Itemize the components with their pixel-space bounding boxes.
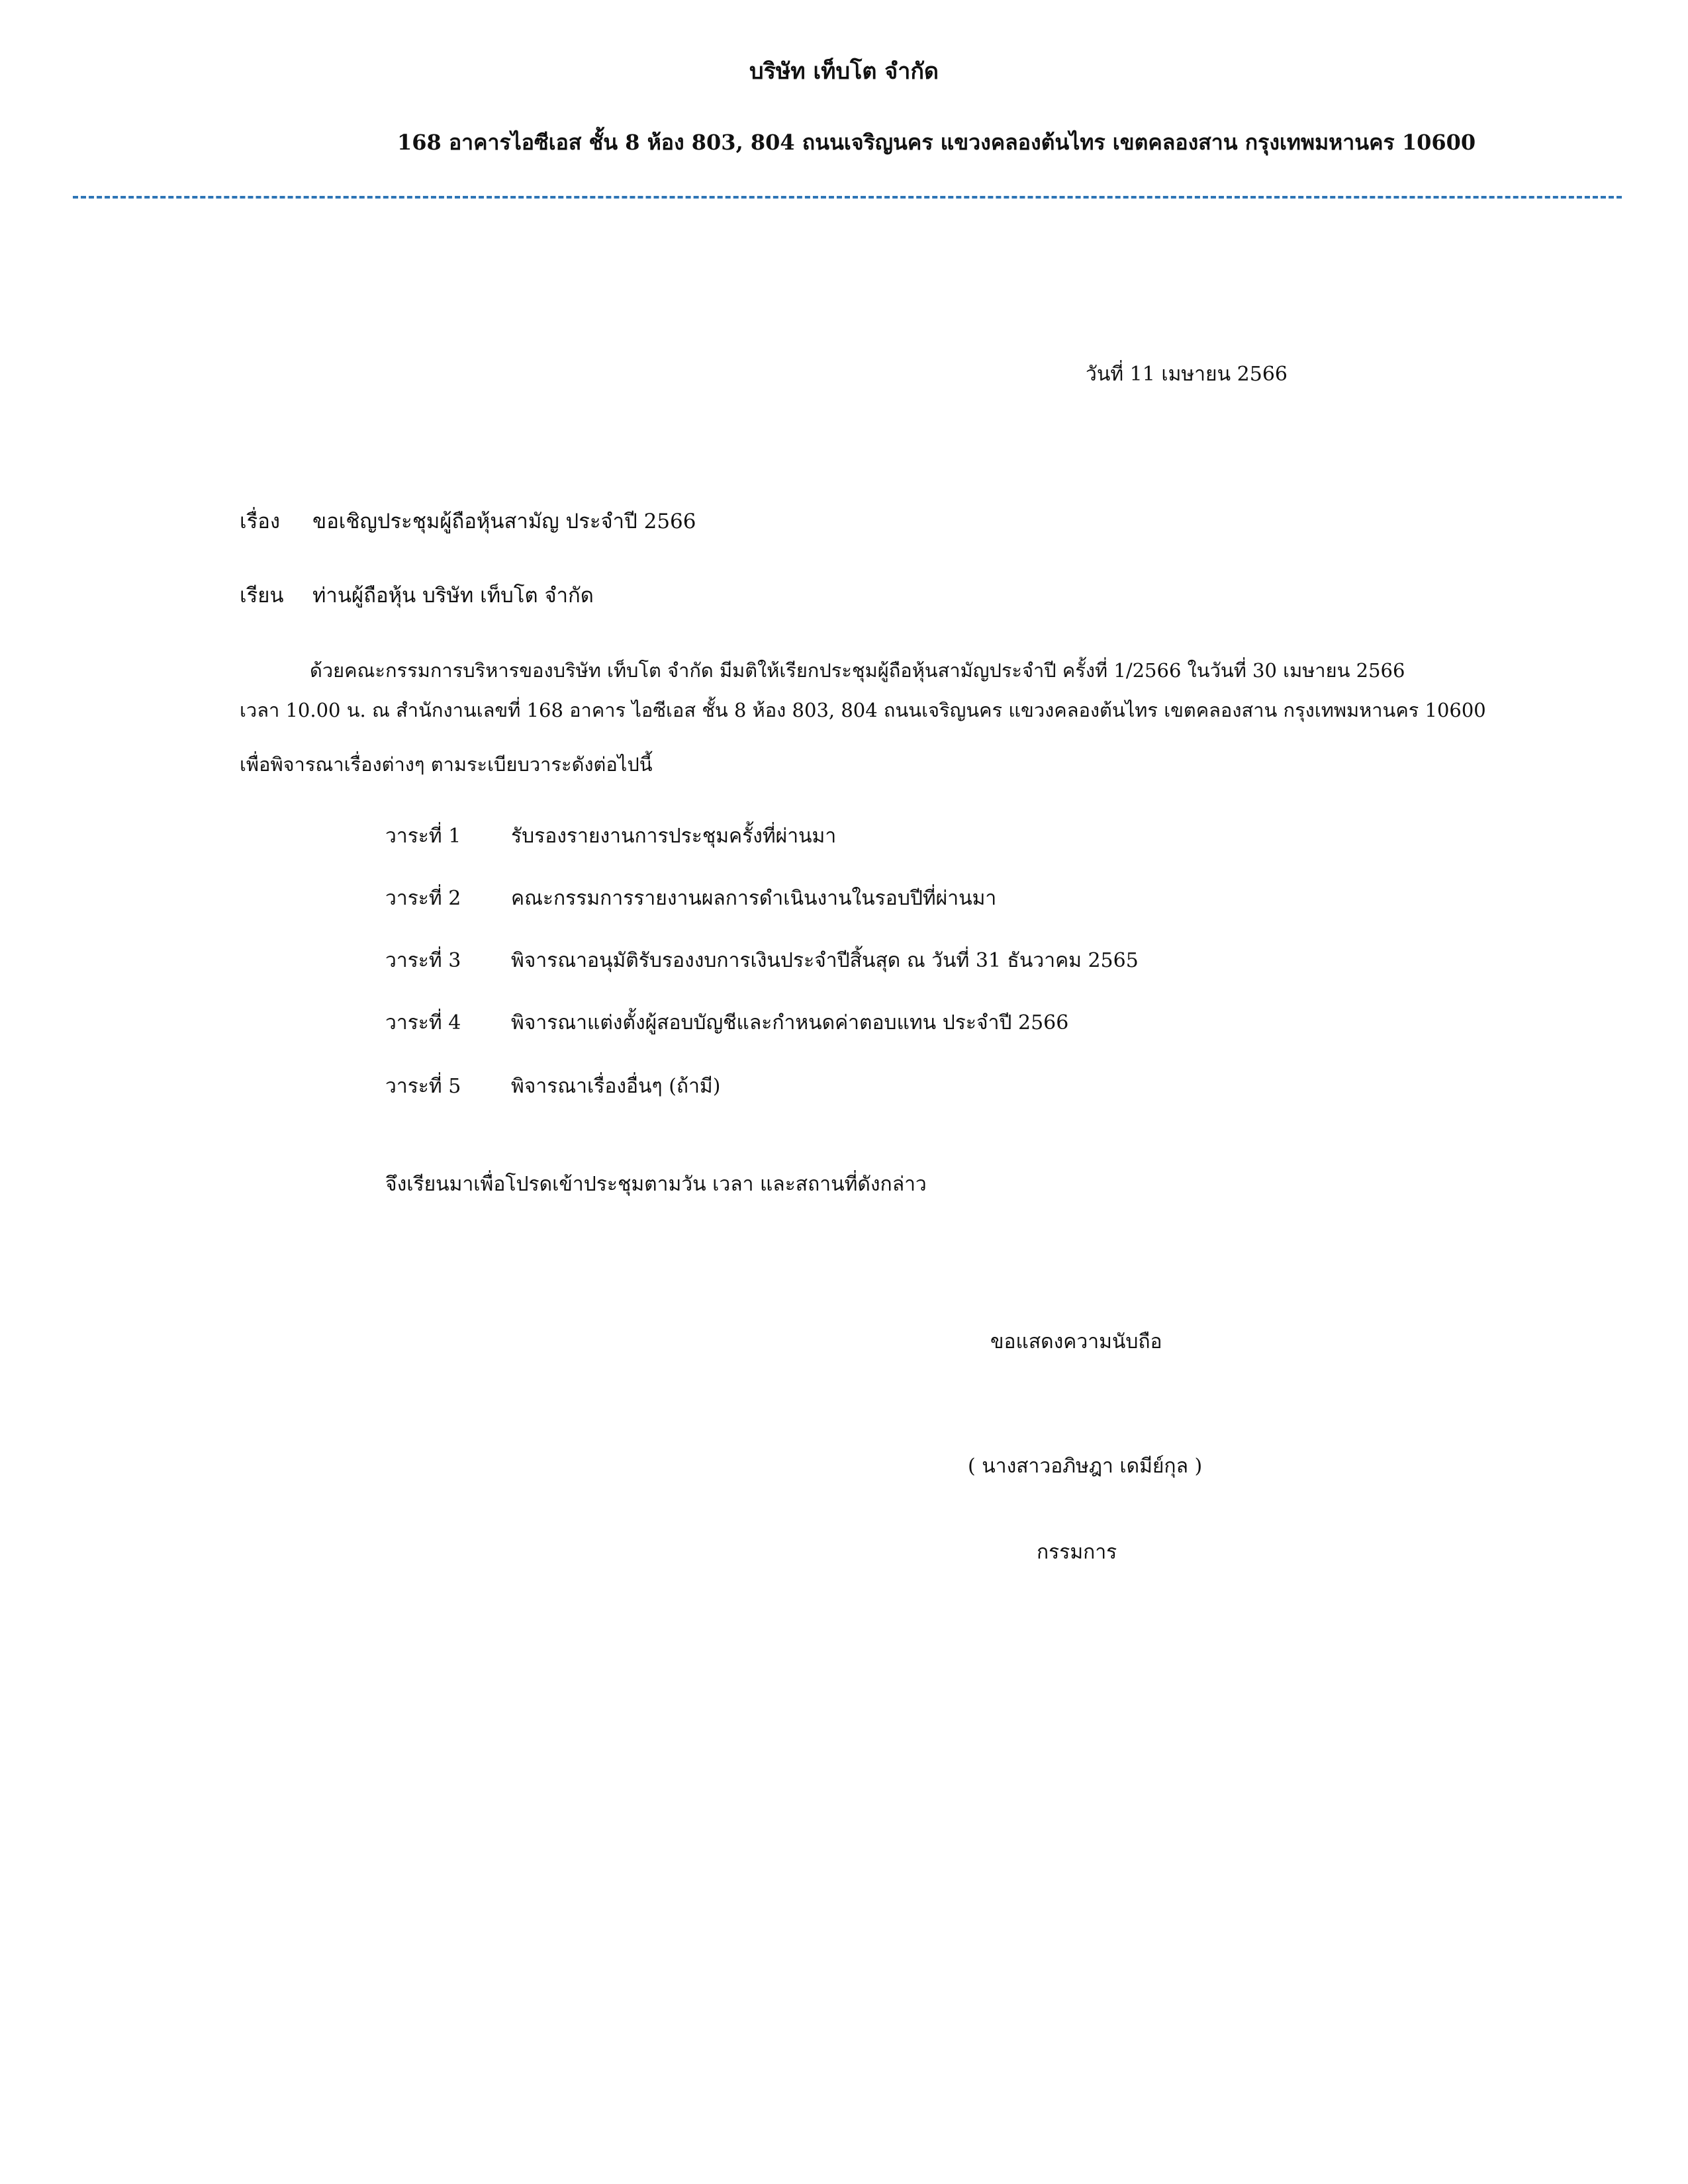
agenda-number: วาระที่ 2 xyxy=(385,887,461,910)
closing-regards: ขอแสดงความนับถือ xyxy=(990,1330,1162,1353)
signer-name: ( นางสาวอภิษฎา เดมีย์กุล ) xyxy=(968,1455,1203,1478)
agenda-item xyxy=(385,945,1139,976)
closing-sentence: จึงเรียนมาเพื่อโปรดเข้าประชุมตามวัน เวลา และสถานที่ดังกล่าว xyxy=(385,1173,927,1196)
body-paragraph-line-1: ด้วยคณะกรรมการบริหารของบริษัท เท็บโต จำกัด มีมติให้เรียกประชุมผู้ถือหุ้นสามัญประจำปี ครั้งที่ 1/2566 ในวันที่ 30 เมษายน 2566 xyxy=(310,659,1405,682)
subject-line xyxy=(240,504,696,537)
agenda-text: พิจารณาเรื่องอื่นๆ (ถ้ามี) xyxy=(511,1075,721,1098)
agenda-number: วาระที่ 5 xyxy=(385,1075,461,1098)
agenda-text: พิจารณาอนุมัติรับรองงบการเงินประจำปีสิ้นสุด ณ วันที่ 31 ธันวาคม 2565 xyxy=(511,949,1139,972)
agenda-number: วาระที่ 1 xyxy=(385,825,461,848)
company-name: บริษัท เท็บโต จำกัด xyxy=(749,58,939,85)
recipient-label: เรียน xyxy=(240,584,284,608)
agenda-item xyxy=(385,1071,720,1102)
signer-title: กรรมการ xyxy=(1037,1541,1117,1564)
agenda-number: วาระที่ 4 xyxy=(385,1011,461,1034)
subject-label: เรื่อง xyxy=(240,510,281,533)
body-paragraph-line-3: เพื่อพิจารณาเรื่องต่างๆ ตามระเบียบวาระดังต่อไปนี้ xyxy=(240,753,653,776)
body-paragraph-line-2: เวลา 10.00 น. ณ สำนักงานเลขที่ 168 อาคาร ไอซีเอส ชั้น 8 ห้อง 803, 804 ถนนเจริญนคร แขวงคลองต้นไทร เขตคลองสาน กรุงเทพมหานคร 10600 xyxy=(240,699,1486,721)
agenda-item xyxy=(385,1007,1068,1038)
agenda-text: คณะกรรมการรายงานผลการดำเนินงานในรอบปีที่ผ่านมา xyxy=(511,887,997,910)
agenda-text: รับรองรายงานการประชุมครั้งที่ผ่านมา xyxy=(511,825,837,848)
letterhead-divider xyxy=(73,196,1622,199)
agenda-number: วาระที่ 3 xyxy=(385,949,461,972)
company-address: 168 อาคารไอซีเอส ชั้น 8 ห้อง 803, 804 ถนนเจริญนคร แขวงคลองต้นไทร เขตคลองสาน กรุงเทพมหานคร 10600 xyxy=(397,130,1476,155)
letter-date: วันที่ 11 เมษายน 2566 xyxy=(1086,363,1288,386)
agenda-text: พิจารณาแต่งตั้งผู้สอบบัญชีและกำหนดค่าตอบแทน ประจำปี 2566 xyxy=(511,1011,1069,1034)
agenda-item xyxy=(385,883,996,914)
recipient-line xyxy=(240,578,594,612)
subject-text: ขอเชิญประชุมผู้ถือหุ้นสามัญ ประจำปี 2566 xyxy=(312,510,696,533)
agenda-item xyxy=(385,821,836,852)
recipient-text: ท่านผู้ถือหุ้น บริษัท เท็บโต จำกัด xyxy=(312,584,594,608)
